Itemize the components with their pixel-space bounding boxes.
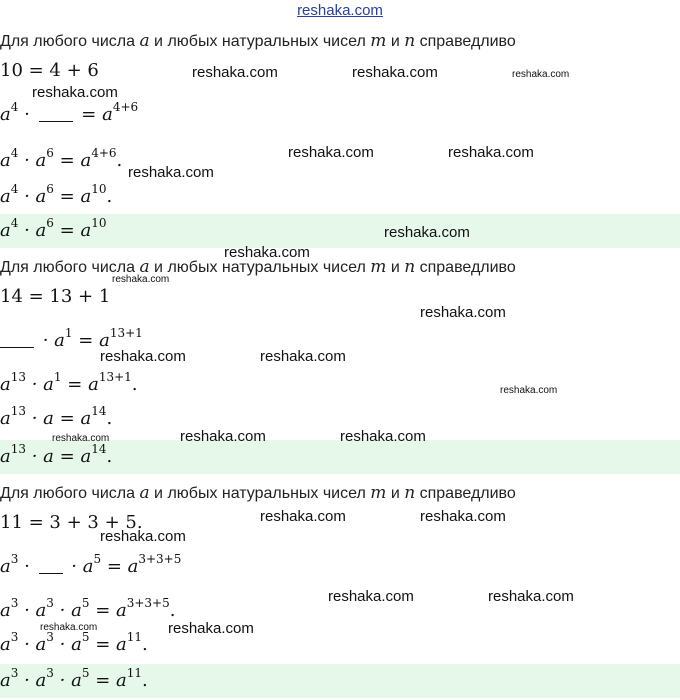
answer-equation: $a^3 \cdot a^3 \cdot a^5 = a^{11}$. bbox=[0, 666, 148, 691]
watermark: reshaka.com bbox=[224, 244, 310, 261]
site-link[interactable]: reshaka.com bbox=[297, 2, 383, 19]
sum-equation: 14 = 13 + 1 bbox=[0, 286, 111, 307]
blank-equation: · $a^1 = a^{13+1}$ bbox=[0, 330, 143, 352]
sum-equation: 10 = 4 + 6 bbox=[0, 60, 99, 81]
watermark: reshaka.com bbox=[192, 64, 278, 81]
watermark: reshaka.com bbox=[112, 274, 170, 285]
step-equation: $a^3 \cdot a^3 \cdot a^5 = a^{3+3+5}$. bbox=[0, 596, 176, 621]
intro-text: Для любого числа a и любых натуральных чисел m и n справедливо bbox=[0, 31, 516, 51]
watermark: reshaka.com bbox=[340, 428, 426, 445]
watermark: reshaka.com bbox=[168, 620, 254, 637]
watermark: reshaka.com bbox=[448, 144, 534, 161]
watermark: reshaka.com bbox=[352, 64, 438, 81]
sum-equation: 11 = 3 + 3 + 5. bbox=[0, 512, 143, 533]
watermark: reshaka.com bbox=[288, 144, 374, 161]
watermark: reshaka.com bbox=[128, 164, 214, 181]
answer-blank bbox=[39, 120, 73, 122]
step-equation: $a^4 \cdot a^6 = a^{10}$. bbox=[0, 182, 113, 207]
watermark: reshaka.com bbox=[100, 348, 186, 365]
watermark: reshaka.com bbox=[328, 588, 414, 605]
intro-text: Для любого числа a и любых натуральных чисел m и n справедливо bbox=[0, 483, 516, 503]
intro-text: Для любого числа a и любых натуральных чисел m и n справедливо bbox=[0, 257, 516, 277]
answer-blank bbox=[39, 572, 63, 574]
watermark: reshaka.com bbox=[260, 348, 346, 365]
watermark: reshaka.com bbox=[500, 385, 558, 396]
watermark: reshaka.com bbox=[40, 622, 98, 633]
watermark: reshaka.com bbox=[420, 508, 506, 525]
step-equation: $a^{13} \cdot a^1 = a^{13+1}$. bbox=[0, 370, 138, 395]
answer-blank bbox=[0, 346, 34, 348]
step-equation: $a^4 \cdot a^6 = a^{4+6}$. bbox=[0, 146, 123, 171]
watermark: reshaka.com bbox=[420, 304, 506, 321]
blank-equation: $a^3$ · · $a^5 = a^{3+3+5}$ bbox=[0, 552, 182, 577]
watermark: reshaka.com bbox=[260, 508, 346, 525]
watermark: reshaka.com bbox=[180, 428, 266, 445]
watermark: reshaka.com bbox=[512, 69, 570, 80]
watermark: reshaka.com bbox=[100, 528, 186, 545]
step-equation: $a^{13} \cdot a = a^{14}$. bbox=[0, 404, 113, 429]
answer-row bbox=[0, 440, 680, 474]
watermark: reshaka.com bbox=[52, 433, 110, 444]
blank-equation: $a^4$ · = $a^{4+6}$ bbox=[0, 100, 139, 125]
answer-row bbox=[0, 664, 680, 698]
watermark: reshaka.com bbox=[384, 224, 470, 241]
answer-equation: $a^{13} \cdot a = a^{14}$. bbox=[0, 442, 113, 467]
watermark: reshaka.com bbox=[32, 84, 118, 101]
step-equation: $a^3 \cdot a^3 \cdot a^5 = a^{11}$. bbox=[0, 630, 148, 655]
answer-row bbox=[0, 214, 680, 248]
watermark: reshaka.com bbox=[488, 588, 574, 605]
answer-equation: $a^4 \cdot a^6 = a^{10}$ bbox=[0, 216, 107, 241]
